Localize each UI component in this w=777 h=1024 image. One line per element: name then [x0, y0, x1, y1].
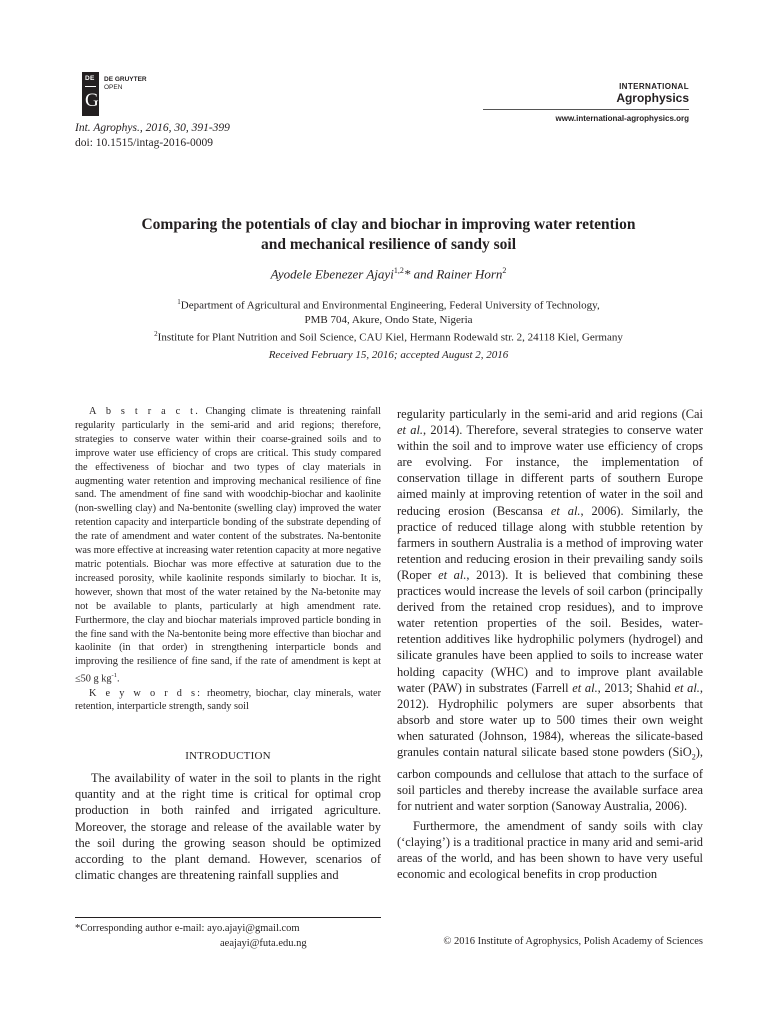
- publisher-subtitle: OPEN: [104, 84, 123, 91]
- abstract: [75, 405, 381, 714]
- author-2-affil: 2: [502, 266, 507, 275]
- authors: [60, 266, 717, 282]
- journal-name-line2: Agrophysics: [616, 91, 689, 105]
- affiliations: [60, 295, 717, 344]
- title-line-1: Comparing the potentials of clay and biochar in improving water retention: [141, 216, 636, 233]
- footnote-rule: [75, 917, 381, 918]
- introduction-left-column: [75, 770, 381, 883]
- intro-paragraph-2: Furthermore, the amendment of sandy soils with clay (‘claying’) is a traditional practice in many arid and semi-arid areas of the world, and has been shown to have very useful economic and ecological benefits in crop production: [397, 818, 703, 882]
- intro-paragraph-1: The availability of water in the soil to plants in the right quantity and at the right time is critical for optimal crop production in both rainfed and irrigated agriculture. Moreover, the storage and release of the available water by the soil during the growing season should be optimized according to the plant demand. However, scenarios of climatic changes are threatening rainfall supplies and: [75, 771, 381, 883]
- keywords-label: K e y w o r d s:: [89, 687, 203, 699]
- journal-url[interactable]: www.international-agrophysics.org: [555, 114, 689, 123]
- logo-divider: [85, 86, 96, 87]
- citation: [75, 121, 230, 151]
- footnote-email-2[interactable]: aeajayi@futa.edu.ng: [220, 938, 307, 949]
- journal-reference: Int. Agrophys., 2016, 30, 391-399: [75, 122, 230, 134]
- title-line-2: and mechanical resilience of sandy soil: [260, 236, 517, 253]
- logo-de-text: DE: [85, 75, 95, 82]
- article-title: [60, 215, 717, 255]
- affiliation-2: $^2$Institute for Plant Nutrition and Soil Science, CAU Kiel, Hermann Rodewald str. 2, 24118 Kiel, Germany: [154, 329, 623, 344]
- author-separator: * and: [403, 266, 437, 282]
- abstract-text: A b s t r a c t. Changing climate is threatening rainfall regularity particularly in the semi-arid and arid regions; therefore, strategies to conserve water within their coarse-grained soils and to improve water use efficiency of crops are critical. This study compared the effectiveness of biochar and two types of clay materials in augmenting water retention and improving mechanical resilience of fine sand. The amendment of fine sand with woodchip-biochar and kaolinite (non-swelling clay) and Na-bentonite (swelling clay) improved the water retention capacity and interparticle bonding of the substrate depending of the rate of amendment and water content of the substrates. Na-bentonite was more effective at increasing water retention capacity at more negative matric potentials. Biochar was more effective at saturation due to the increased porosity, while kaolinite responds similarly to biochar. It is, however, shown that most of the water retained by the Na-betonite may not be available to plants, particularly at high amendment rate. Furthermore, the clay and biochar materials improved particle bonding in the fine sand with the Na-bentonite being more effective than biochar and kaolinite (in that order) in strengthening interparticle bonds and improving the resilience of fine sand, if the rate of amendment is kept at ≤50 g $kg^{-1}$.: [75, 406, 382, 685]
- keywords: K e y w o r d s: rheometry, biochar, clay minerals, water retention, interparticle strength, sandy soil: [75, 687, 382, 713]
- introduction-right-column: [397, 406, 703, 882]
- author-1-affil: 1,2: [393, 266, 404, 275]
- journal-name-line1: INTERNATIONAL: [619, 82, 689, 91]
- intro-paragraph-continued: regularity particularly in the semi-arid and arid regions (Cai et al., 2014). Therefore, several strategies to conserve water within the soil and to improve water use efficiency of crops are evolving. For instance, the implementation of conservation tillage in different parts of southern Europe aimed mainly at improving retention of water in the soil and reducing erosion (Bescansa et al., 2006). Similarly, the practice of reduced tillage along with stubble retention by farmers in southern Australia is a method of improving water retention and reducing erosion in their prevailing sandy soils (Roper et al., 2013). It is believed that combining these practices would increase the levels of soil carbon (principally derived from the retained crop residues), and to improve water retention properties of the soil. Besides, water-retention additives like hydrophilic polymers (hydrogel) and silicate granules have been applied to soils to increase water holding capacity (WHC) and to improve plant available water (PAW) in substrates (Farrell et al., 2013; Shahid et al., 2012). Hydrophilic polymers are super absorbents that absorb and store water up to 500 times their own weight when saturated (Johnson, 1984), whereas the silicate-based granules contain natural silicate based stone powders (SiO$_2$), carbon compounds and cellulose that attach to the surface of soil particles and thereby increase the available surface area for nutrient and water sorption (Sanoway Australia, 2006).: [397, 407, 703, 813]
- logo-g-letter: G: [85, 90, 99, 111]
- introduction-heading: INTRODUCTION: [185, 750, 271, 762]
- affiliation-1: $^1$Department of Agricultural and Environmental Engineering, Federal University of Technology,: [177, 298, 600, 312]
- footnote-email-1[interactable]: *Corresponding author e-mail: ayo.ajayi@gmail.com: [75, 923, 300, 934]
- journal-branding: [483, 82, 689, 123]
- author-1: Ayodele Ebenezer Ajayi: [270, 266, 394, 282]
- publisher-logo: [82, 72, 99, 116]
- author-2: Rainer Horn: [436, 266, 503, 282]
- copyright: © 2016 Institute of Agrophysics, Polish Academy of Sciences: [443, 936, 703, 947]
- publisher-title: DE GRUYTER: [104, 76, 147, 83]
- abstract-label: A b s t r a c t.: [89, 406, 200, 417]
- received-dates: Received February 15, 2016; accepted August 2, 2016: [268, 349, 509, 361]
- journal-rule: [483, 109, 689, 110]
- doi[interactable]: doi: 10.1515/intag-2016-0009: [75, 137, 213, 149]
- corresponding-author-footnote: [75, 921, 307, 951]
- affiliation-1-address: PMB 704, Akure, Ondo State, Nigeria: [304, 313, 473, 326]
- publisher-name: [104, 76, 147, 92]
